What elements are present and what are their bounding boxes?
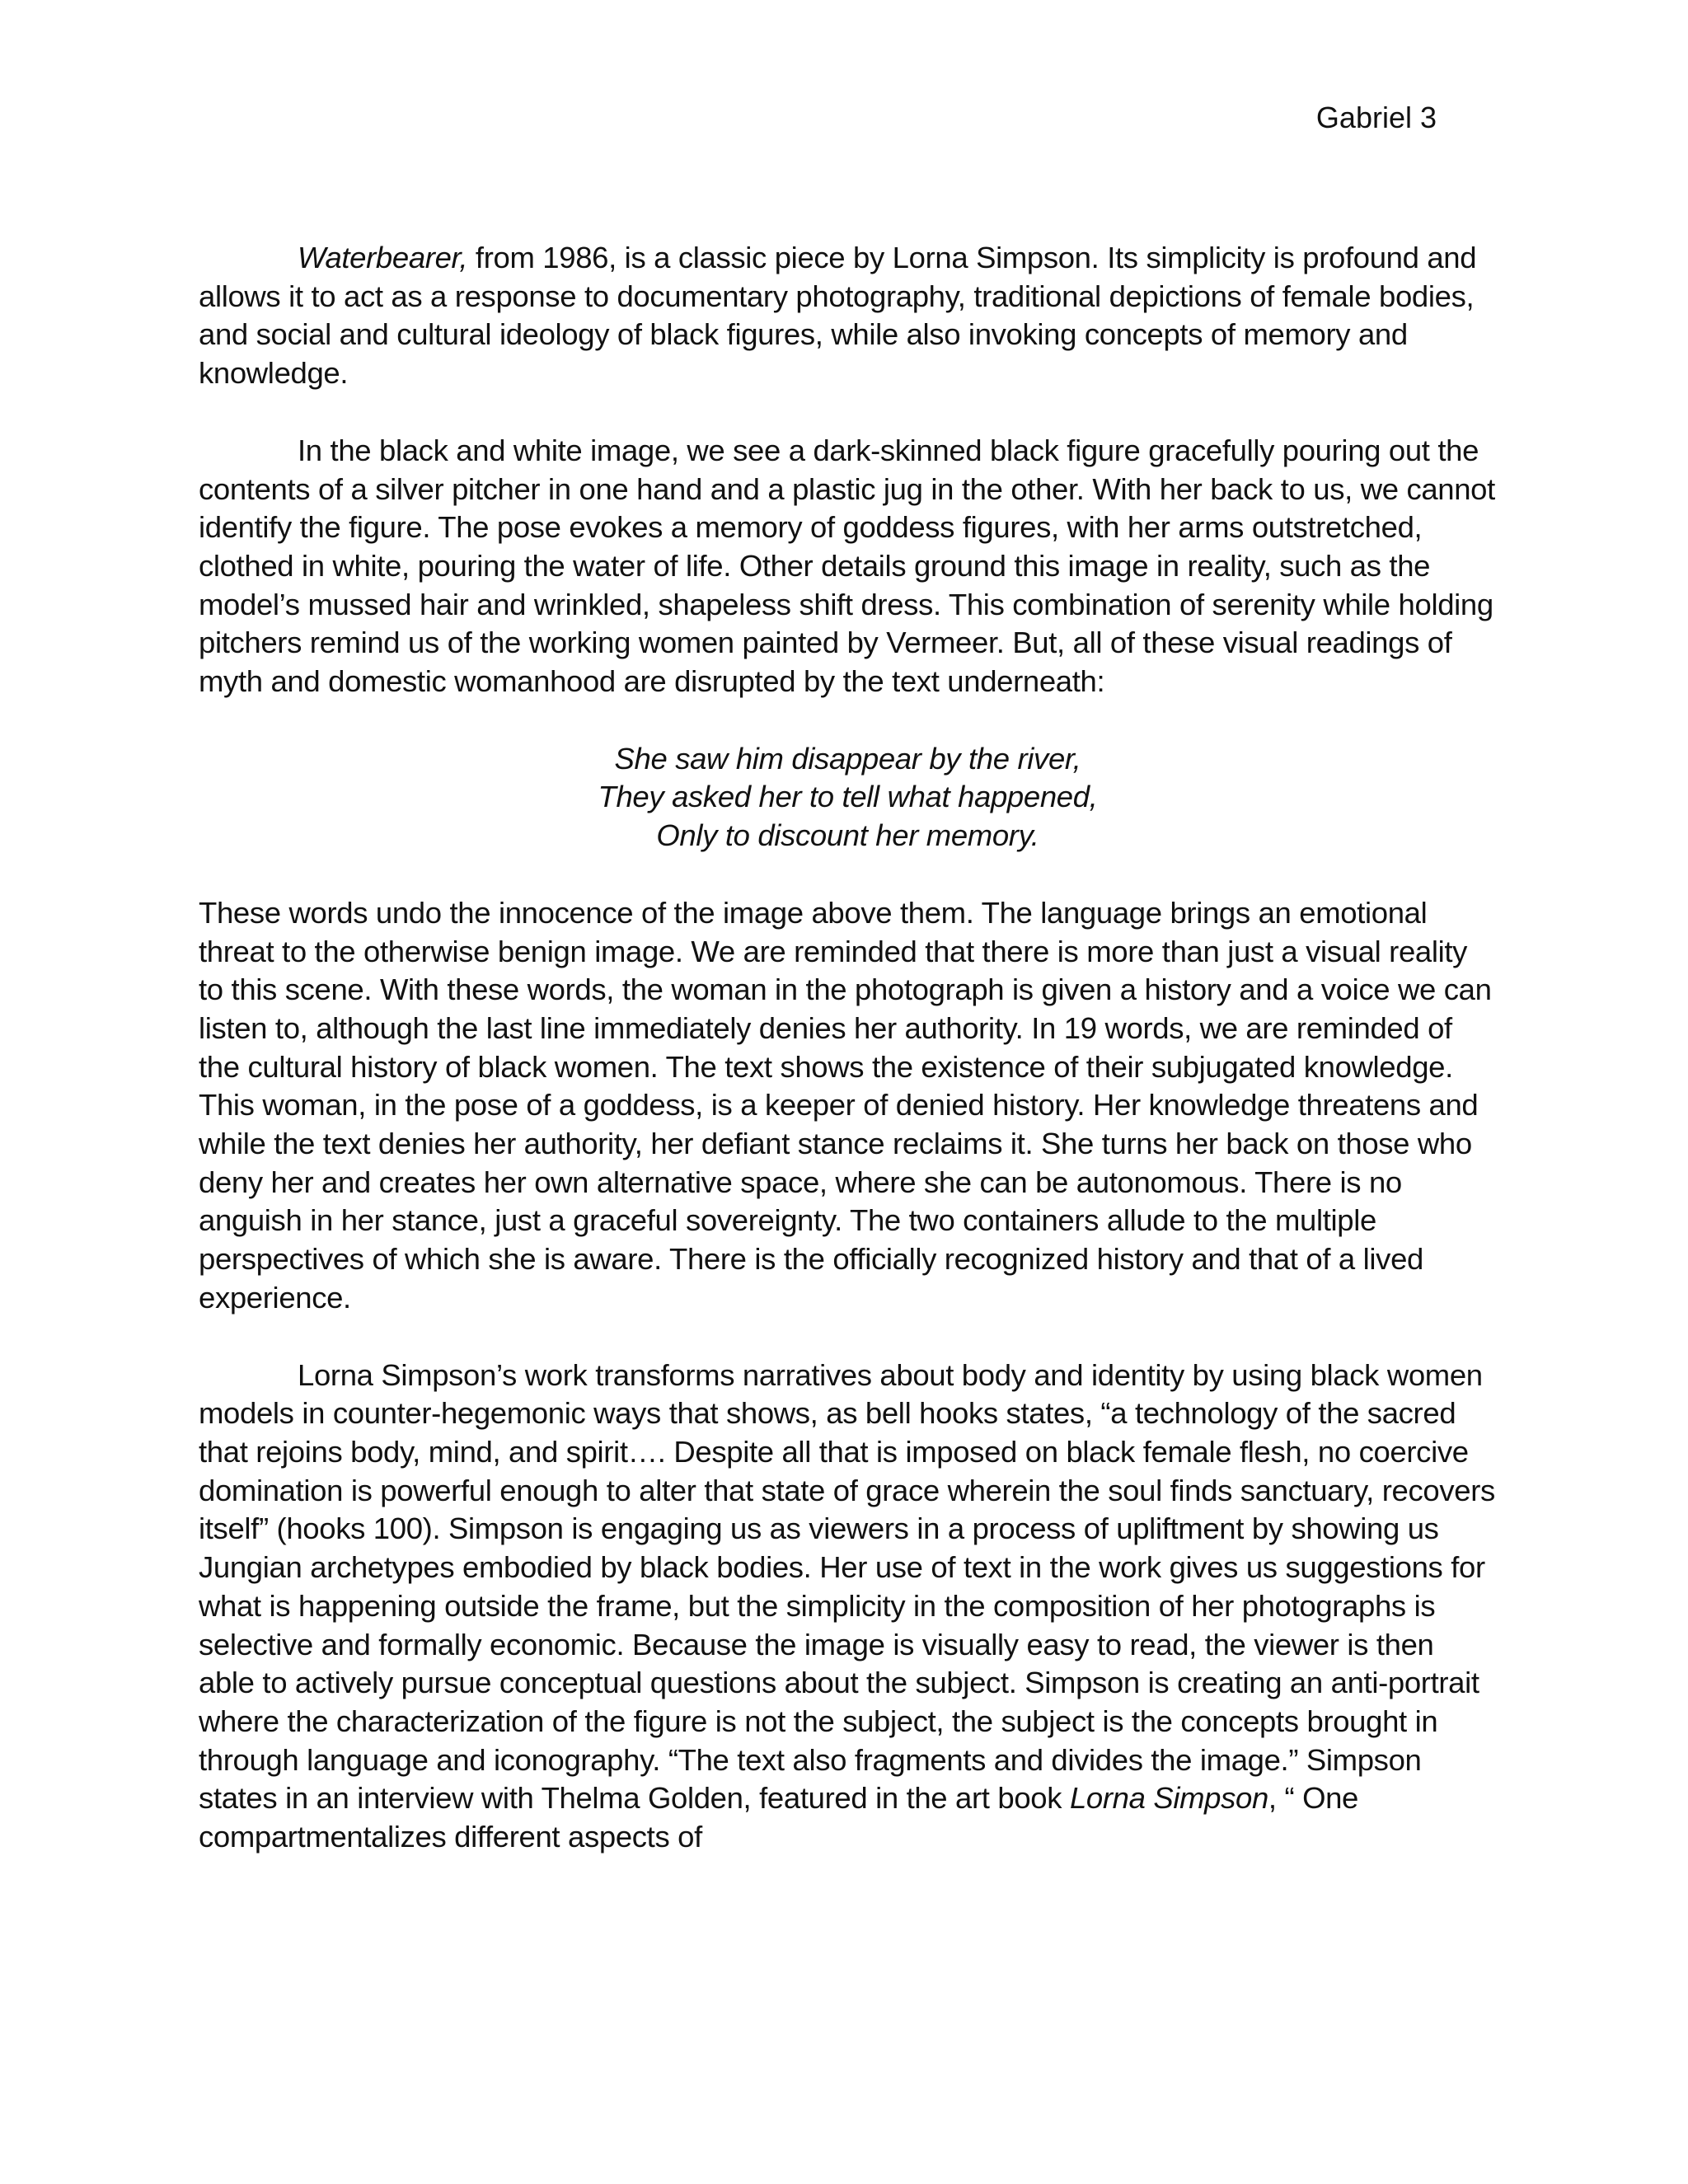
paragraph-4 [199, 1357, 1497, 1857]
essay-body [199, 239, 1497, 1857]
paragraph-4-text-end: , “ One compartmentalizes different aspects of [199, 1781, 1359, 1854]
paragraph-1-text: from 1986, is a classic piece by Lorna Simpson. Its simplicity is profound and allows it to act as a response to documentary photography, traditional depictions of female bodies, and social and cultural ideology of black figures, while also invoking concepts of memory and knowledge. [199, 241, 1477, 391]
block-quote [199, 740, 1497, 855]
paragraph-spacer [199, 393, 1497, 432]
paragraph-spacer [199, 855, 1497, 894]
quote-line: They asked her to tell what happened, [598, 780, 1098, 814]
artwork-title: Waterbearer, [298, 241, 468, 274]
paragraph-2: In the black and white image, we see a dark-skinned black figure gracefully pouring out the contents of a silver pitcher in one hand and a plastic jug in the other. With her back to us, we cannot identify the figure. The pose evokes a memory of goddess figures, with her arms outstretched, clothed in white, pouring the water of life. Other details ground this image in reality, such as the model’s mussed hair and wrinkled, shapeless shift dress. This combination of serenity while holding pitchers remind us of the working women painted by Vermeer. But, all of these visual readings of myth and domestic womanhood are disrupted by the text underneath: [199, 433, 1495, 699]
paragraph-3: These words undo the innocence of the image above them. The language brings an emotional threat to the otherwise benign image. We are reminded that there is more than just a visual reality to this scene. With these words, the woman in the photograph is given a history and a voice we can listen to, although the last line immediately denies her authority. In 19 words, we are reminded of the cultural history of black women. The text shows the existence of their subjugated knowledge. This woman, in the pose of a goddess, is a keeper of denied history. Her knowledge threatens and while the text denies her authority, her defiant stance reclaims it. She turns her back on those who deny her and creates her own alternative space, where she can be autonomous. There is no anguish in her stance, just a graceful sovereignty. The two containers allude to the multiple perspectives of which she is aware. There is the officially recognized history and that of a lived experience. [199, 895, 1492, 1315]
book-title: Lorna Simpson [1069, 1781, 1268, 1816]
paragraph-1 [199, 239, 1497, 393]
running-header: Gabriel 3 [1315, 101, 1437, 134]
paragraph-4-text: Lorna Simpson’s work transforms narratives about body and identity by using black women models in counter-hegemonic ways that shows, as bell hooks states, “a technology of the sacred that rejoins body, mind, and spirit…. Despite all that is imposed on black female flesh, no coercive domination is powerful enough to alter that state of grace wherein the soul finds sanctuary, recovers itself” (hooks 100). Simpson is engaging us as viewers in a process of upliftment by showing us Jungian archetypes embodied by black bodies. Her use of text in the work gives us suggestions for what is happening outside the frame, but the simplicity in the composition of her photographs is selective and formally economic. Because the image is visually easy to read, the viewer is then able to actively pursue conceptual questions about the subject. Simpson is creating an anti-portrait where the characterization of the figure is not the subject, the subject is the concepts brought in through language and iconography. “The text also fragments and divides the image.” Simpson states in an interview with Thelma Golden, featured in the art book [199, 1357, 1495, 1816]
paragraph-spacer [199, 1318, 1497, 1357]
quote-line: Only to discount her memory. [656, 818, 1039, 853]
quote-line: She saw him disappear by the river, [614, 741, 1081, 776]
paragraph-spacer [199, 701, 1497, 740]
